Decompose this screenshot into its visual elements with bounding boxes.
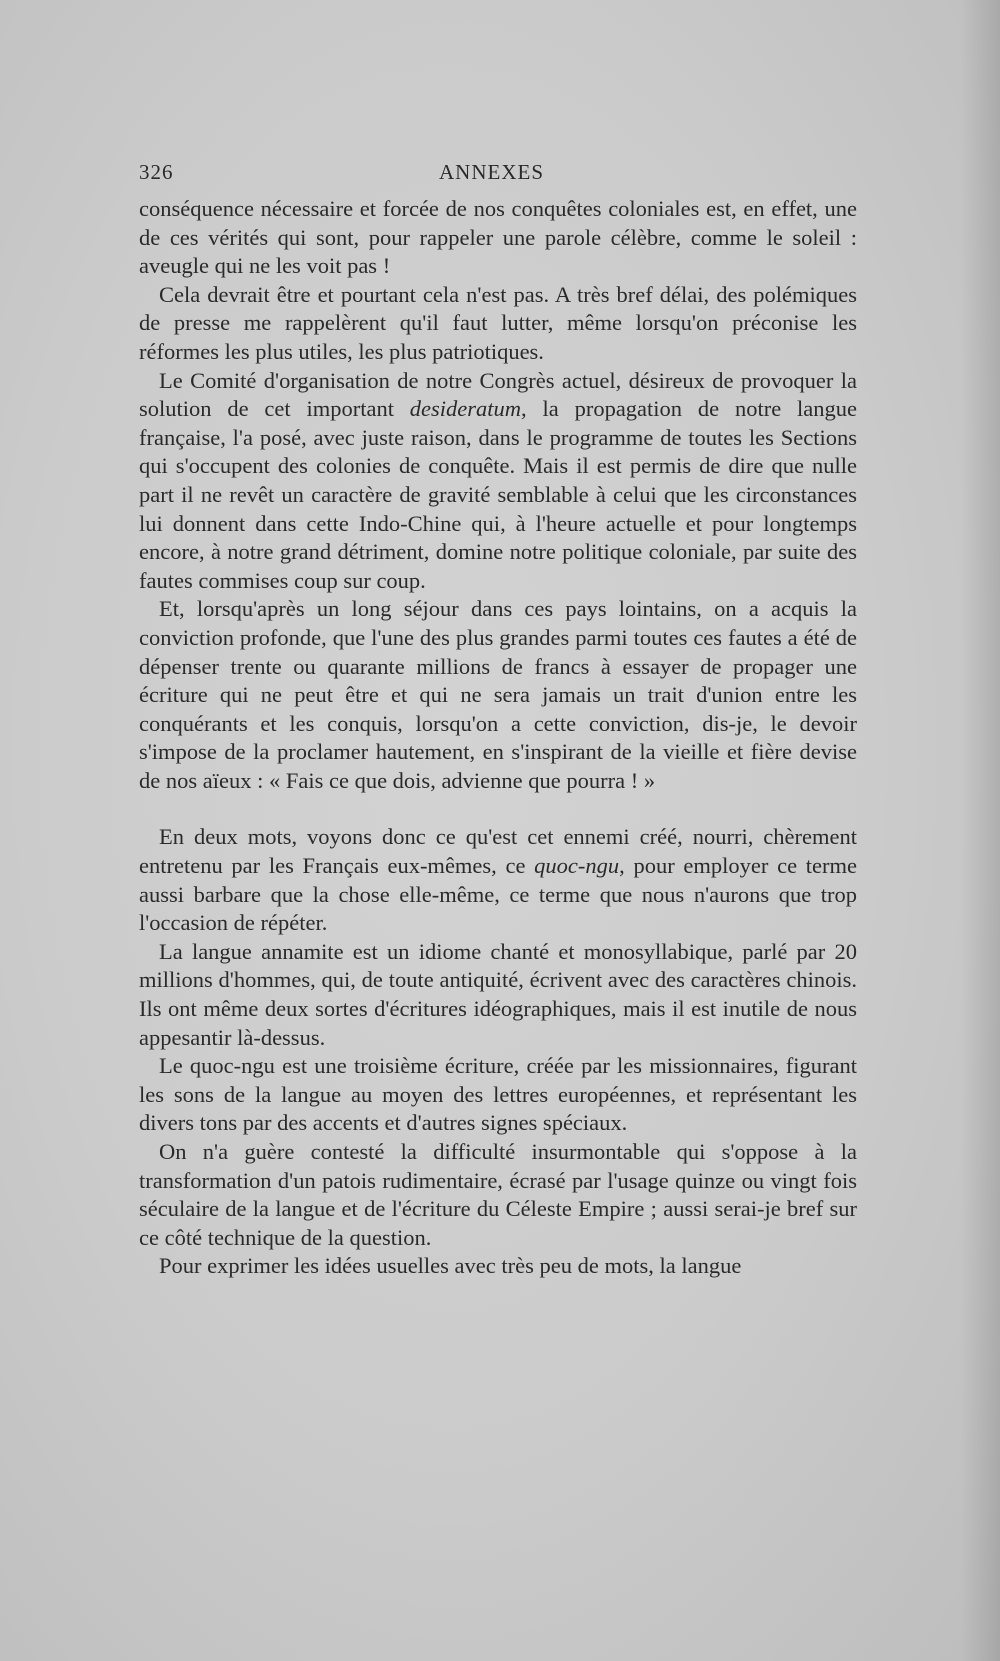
paragraph-text: , la propagation de notre langue française, l'a posé, avec juste raison, dans le programme de toutes les Sections qui s'occupent des colonies de conquête. Mais il est permis de dire que nulle part il ne revêt un caractère de gravité semblable à celui que les circonstances lui donnent dans cette Indo-Chine qui, à l'heure actuelle et pour longtemps encore, à notre grand détriment, domine notre politique coloniale, par suite des fautes commises coup sur coup. xyxy=(139,396,857,593)
page-header xyxy=(139,160,857,190)
running-title: ANNEXES xyxy=(439,160,544,184)
paragraph-text: Pour exprimer les idées usuelles avec très peu de mots, la langue xyxy=(159,1253,742,1279)
paragraph-text: On n'a guère contesté la difficulté insurmontable qui s'oppose à la transformation d'un patois rudimentaire, écrasé par l'usage quinze ou vingt fois séculaire de la langue et de l'écriture du Céleste Empire ; aussi serai-je bref sur ce côté technique de la question. xyxy=(139,1139,857,1250)
italic-term: quoc-ngu xyxy=(534,853,620,879)
paragraph xyxy=(139,595,857,795)
paragraph-text: Le quoc-ngu est une troisième écriture, créée par les missionnaires, figurant les sons de la langue au moyen des lettres européennes, et représentant les divers tons par des accents et d'autres signes spéciaux. xyxy=(139,1053,857,1136)
paragraph xyxy=(139,938,857,1052)
page-edge-shadow xyxy=(960,0,1000,1661)
paragraph xyxy=(139,823,857,937)
page-body xyxy=(139,195,857,1281)
paragraph-text: La langue annamite est un idiome chanté et monosyllabique, parlé par 20 millions d'hommes, qui, de toute antiquité, écrivent avec des caractères chinois. Ils ont même deux sortes d'écritures idéographiques, mais il est inutile de nous appesantir là-dessus. xyxy=(139,938,857,1050)
paragraph xyxy=(139,195,857,281)
paragraph xyxy=(139,1252,857,1281)
paragraph xyxy=(139,1052,857,1138)
paragraph-text: En deux mots, voyons donc ce qu'est cet ennemi créé, nourri, chèrement entretenu par les Français eux-mêmes, ce xyxy=(139,824,857,879)
paragraph xyxy=(139,281,857,367)
paragraph xyxy=(139,367,857,596)
paragraph xyxy=(139,1138,857,1252)
paragraph-text: , pour employer ce terme aussi barbare que la chose elle-même, ce terme que nous n'aurons que trop l'occasion de répéter. xyxy=(139,853,857,936)
italic-term: desideratum xyxy=(409,396,522,422)
paragraph-text: Cela devrait être et pourtant cela n'est pas. A très bref délai, des polémiques de presse me rappelèrent qu'il faut lutter, même lorsqu'on préconise les réformes les plus utiles, les plus patriotiques. xyxy=(139,281,857,364)
page-number: 326 xyxy=(139,160,174,184)
paragraph-text: Et, lorsqu'après un long séjour dans ces pays lointains, on a acquis la conviction profonde, que l'une des plus grandes parmi toutes ces fautes a été de dépenser trente ou quarante millions de francs à essayer de propager une écriture qui ne peut être et qui ne sera jamais un trait d'union entre les conquérants et les conquis, lorsqu'on a cette conviction, dis-je, le devoir s'impose de la proclamer hautement, en s'inspirant de la vieille et fière devise de nos aïeux : « Fais ce que dois, advienne que pourra ! » xyxy=(139,596,857,793)
paragraph-text: Le Comité d'organisation de notre Congrès actuel, désireux de provoquer la solution de cet important xyxy=(139,367,857,422)
paragraph-text: conséquence nécessaire et forcée de nos conquêtes coloniales est, en effet, une de ces vérités qui sont, pour rappeler une parole célèbre, comme le soleil : aveugle qui ne les voit pas ! xyxy=(139,196,857,279)
